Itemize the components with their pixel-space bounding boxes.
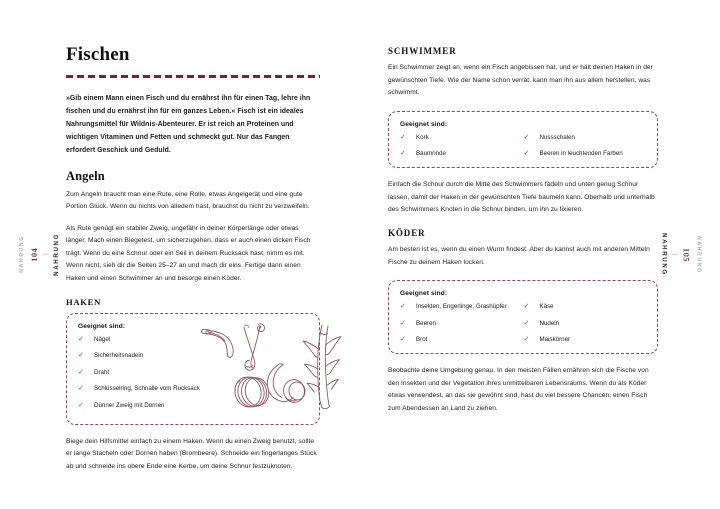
list-item-label: Insekten, Engerlinge, Grashüpfer — [416, 303, 507, 311]
list-item-label: Draht — [94, 368, 110, 376]
haken-closing-paragraph: Biege dein Hilfsmittel einfach zu einem Haken. Wenn du einen Zweig benutzt, sollte er lange Stacheln oder Dornen haben (Brombeere). Schneide ein fingerlanges Stück ab und schneide ins obere Ende eine Kerbe, um deine Schnur festzuknoten. — [66, 437, 317, 470]
key-ring-illustration — [267, 363, 306, 403]
left-margin-section: NAHRUNG — [52, 233, 60, 276]
koeder-paragraph: Am besten ist es, wenn du einen Wurm findest. Aber du kannst auch mit anderen Mitteln Fische zu deinem Haken locken. — [388, 246, 650, 266]
list-item-label: Nudeln — [539, 319, 560, 327]
koeder-item-list-right — [524, 302, 648, 344]
check-icon: ✓ — [400, 303, 406, 311]
check-icon: ✓ — [523, 133, 530, 141]
right-margin-section: NAHRUNG — [660, 233, 668, 276]
list-item-label: Dünner Zweig mit Dornen — [94, 401, 165, 409]
list-item — [78, 384, 206, 393]
check-icon: ✓ — [78, 368, 84, 376]
list-item-label: Beeren — [416, 319, 436, 327]
koeder-callout-title: Geeignet sind: — [400, 290, 448, 298]
list-item — [400, 302, 524, 311]
check-icon: ✓ — [78, 335, 84, 343]
schwimmer-paragraph: Ein Schwimmer zeigt an, wenn ein Fisch angebissen hat, und er hält deinen Haken in der gewünschten Tiefe. Wie der Name schon verrät, kann man ihn aus allem herstellen, was schwimmt. — [388, 64, 653, 97]
schwimmer-item-list-left — [400, 133, 524, 159]
right-margin-stack — [661, 233, 702, 276]
schwimmer-item-list-right — [524, 133, 648, 159]
list-item-label: Baumrinde — [416, 150, 446, 158]
check-icon: ✓ — [523, 336, 530, 344]
haken-callout-box — [66, 313, 320, 425]
check-icon: ✓ — [400, 133, 406, 141]
list-item — [78, 351, 206, 360]
right-margin-chapter: NAHRUNG — [695, 235, 702, 274]
koeder-heading: KÖDER — [388, 228, 426, 239]
thorny-twig-illustration — [303, 325, 341, 409]
list-item — [78, 368, 206, 377]
safety-pin-illustration — [244, 324, 264, 370]
wire-coil-illustration — [232, 374, 272, 409]
schwimmer-callout-box — [388, 111, 658, 169]
check-icon: ✓ — [523, 150, 530, 158]
koeder-callout-box — [388, 280, 658, 354]
schwimmer-callout-title: Geeignet sind: — [400, 120, 448, 128]
list-item — [78, 335, 206, 344]
check-icon: ✓ — [400, 336, 406, 344]
check-icon: ✓ — [78, 401, 84, 409]
page-title: Fischen — [66, 44, 130, 65]
haken-callout-title: Geeignet sind: — [78, 322, 126, 330]
list-item — [524, 133, 648, 142]
check-icon: ✓ — [400, 150, 406, 158]
right-margin-separator: | — [671, 253, 678, 256]
list-item-label: Brot — [416, 336, 428, 344]
list-item — [400, 149, 524, 158]
list-item — [524, 319, 648, 328]
angeln-paragraph-2: Als Rute genügt ein stabiler Zweig, ungefähr in deiner Körperlänge oder etwas länger. Mach einen Biegetest, um sicherzugehen, dass er auch einen dicken Fisch trägt. Wenn du eine Schnur oder ein Seil in deinem Rucksack hast, nimm es mit. Wenn nicht, sieh dir die Seiten 25–27 an und mach dir eins. Fertige dann einen Haken und einen Schwimmer an und besorge einen Köder. — [66, 224, 311, 283]
check-icon: ✓ — [523, 303, 530, 311]
right-page-number: 105 — [681, 247, 692, 262]
check-icon: ✓ — [78, 352, 84, 360]
schwimmer-after-paragraph: Einfach die Schnur durch die Mitte des Schwimmers fädeln und unten genug Schnur lassen, damit der Haken in der gewünschten Tiefe baumeln kann. Oberhalb und unterhalb des Schwimmers Knoten in die Schnur binden, um ihn zu fixieren. — [388, 181, 655, 214]
right-margin-tab — [660, 0, 702, 509]
nail-illustration — [202, 329, 234, 357]
left-margin-chapter: NAHRUNG — [18, 235, 25, 274]
list-item-label: Beeren in leuchtenden Farben — [539, 150, 623, 158]
koeder-item-list-left — [400, 302, 524, 344]
schwimmer-heading: SCHWIMMER — [388, 46, 457, 56]
left-page-number: 104 — [28, 247, 39, 262]
check-icon: ✓ — [78, 385, 84, 393]
haken-heading: HAKEN — [66, 296, 102, 307]
angeln-heading: Angeln — [66, 168, 105, 183]
list-item-label: Sicherheitsnadeln — [94, 352, 144, 360]
list-item — [524, 335, 648, 344]
angeln-paragraph-1: Zum Angeln braucht man eine Rute, eine Rolle, etwas Angelgerät und eine gute Portion Glück. Wenn du nichts von alledem hast, brauchst du nicht zu verzweifeln. — [66, 190, 310, 211]
list-item-label: Schlüsselring, Schnalle vom Rucksack — [94, 385, 200, 393]
list-item — [524, 149, 648, 158]
koeder-after-paragraph: Beobachte deine Umgebung genau. In den meisten Fällen ernähren sich die Fische von den Insekten und der Vegetation ihres unmittelbaren Lebensraums. Wenn du als Köder etwas verwendest, an das sie gewöhnt sind, hast du viel bessere Chancen, einen Fisch zum Abendessen an Land zu ziehen. — [388, 367, 649, 413]
list-item — [78, 401, 206, 410]
list-item — [400, 335, 524, 344]
check-icon: ✓ — [523, 319, 530, 327]
list-item-label: Nussschalen — [539, 133, 575, 141]
list-item — [400, 133, 524, 142]
left-margin-separator: | — [42, 253, 49, 256]
list-item — [400, 319, 524, 328]
intro-paragraph: »Gib einem Mann einen Fisch und du ernährst ihn für einen Tag, lehre ihn fischen und du ernährst ihn für ein ganzes Leben.« Fisch ist ein ideales Nahrungsmittel für Wildnis-Abenteurer. Er ist reich an Proteinen und wichtigen Vitaminen und Fetten und schmeckt gut. Nur das Fangen erfordert Geschick und Geduld. — [66, 94, 311, 155]
title-dashed-rule — [66, 75, 320, 78]
haken-item-list — [78, 335, 206, 410]
list-item-label: Maiskörner — [539, 336, 571, 344]
list-item — [524, 302, 648, 311]
haken-illustrations — [206, 323, 315, 415]
list-item-label: Nägel — [94, 335, 111, 343]
list-item-label: Käse — [539, 303, 554, 311]
check-icon: ✓ — [400, 319, 406, 327]
list-item-label: Kork — [416, 133, 429, 141]
